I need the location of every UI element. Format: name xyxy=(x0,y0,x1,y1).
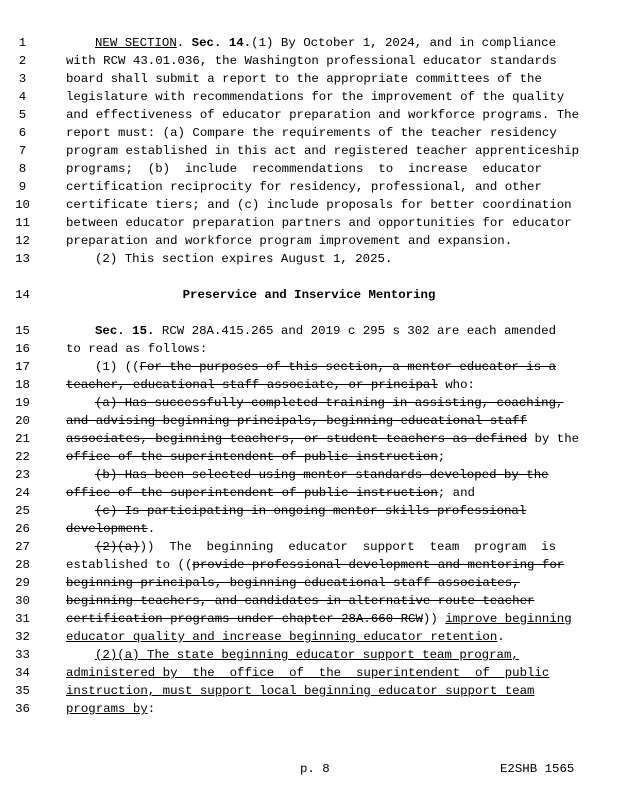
text-segment: . xyxy=(497,630,505,644)
page-number: p. 8 xyxy=(300,762,330,776)
line-number: 11 xyxy=(15,216,30,230)
line-text xyxy=(66,340,207,358)
text-line xyxy=(0,574,618,592)
line-text xyxy=(95,322,556,340)
line-number: 34 xyxy=(15,666,30,680)
deleted-text: and advising beginning principals, beginning educational staff xyxy=(66,414,528,428)
line-number: 5 xyxy=(18,108,27,122)
text-line xyxy=(0,628,618,646)
line-text xyxy=(95,538,556,556)
text-segment: with RCW 43.01.036, the Washington professional educator standards xyxy=(66,54,557,68)
text-line xyxy=(0,214,618,232)
inserted-text: programs by xyxy=(66,702,148,716)
line-number: 36 xyxy=(15,702,30,716)
line-text xyxy=(66,592,534,610)
line-number: 9 xyxy=(18,180,27,194)
line-number: 7 xyxy=(18,144,27,158)
text-line xyxy=(0,160,618,178)
text-segment: legislature with recommendations for the improvement of the quality xyxy=(66,90,565,104)
line-number: 20 xyxy=(15,414,30,428)
line-text xyxy=(66,178,542,196)
line-text xyxy=(66,124,557,142)
line-text xyxy=(95,250,392,268)
text-segment: RCW 28A.415.265 and 2019 c 295 s 302 are each amended xyxy=(154,324,557,338)
line-text xyxy=(66,664,549,682)
text-line xyxy=(0,124,618,142)
line-text xyxy=(95,646,519,664)
text-segment: )) The beginning educator support team program is xyxy=(139,540,557,554)
line-text xyxy=(66,106,579,124)
inserted-text: educator quality and increase beginning educator retention xyxy=(66,630,498,644)
deleted-text: office of the superintendent of public instruction xyxy=(66,450,438,464)
text-line xyxy=(0,682,618,700)
text-line xyxy=(0,70,618,88)
line-text xyxy=(66,628,505,646)
line-text xyxy=(66,412,527,430)
deleted-text: (c) Is participating in ongoing mentor skills professional xyxy=(95,504,527,518)
line-text xyxy=(66,430,579,448)
text-line xyxy=(0,538,618,556)
deleted-text: beginning principals, beginning educational staff associates, xyxy=(66,576,520,590)
text-line xyxy=(0,412,618,430)
text-line xyxy=(0,520,618,538)
text-line xyxy=(0,484,618,502)
line-text xyxy=(66,160,542,178)
text-line xyxy=(0,34,618,52)
line-number: 35 xyxy=(15,684,30,698)
line-text xyxy=(66,484,475,502)
text-line xyxy=(0,106,618,124)
text-line xyxy=(0,232,618,250)
line-number: 4 xyxy=(18,90,27,104)
line-text xyxy=(95,502,526,520)
line-number: 16 xyxy=(15,342,30,356)
line-text xyxy=(66,52,557,70)
line-text xyxy=(95,358,556,376)
line-text xyxy=(66,700,155,718)
deleted-text: (2)(a) xyxy=(95,540,140,554)
line-number: 27 xyxy=(15,540,30,554)
text-segment: )) xyxy=(422,612,446,626)
text-segment: ; and xyxy=(437,486,475,500)
text-line xyxy=(0,646,618,664)
line-number: 32 xyxy=(15,630,30,644)
text-line xyxy=(0,196,618,214)
line-text xyxy=(66,520,155,538)
text-segment: program established in this act and registered teacher apprenticeship xyxy=(66,144,580,158)
deleted-text: certification programs under chapter 28A.660 RCW xyxy=(66,612,423,626)
deleted-text: teacher, educational staff associate, or principal xyxy=(66,378,438,392)
section-heading: Preservice and Inservice Mentoring xyxy=(182,288,436,302)
text-segment: (1) By October 1, 2024, and in compliance xyxy=(251,36,557,50)
inserted-text: improve beginning xyxy=(445,612,572,626)
text-segment: and effectiveness of educator preparation and workforce programs. The xyxy=(66,108,580,122)
inserted-text: (2)(a) The state beginning educator support team program, xyxy=(95,648,519,662)
inserted-text: NEW SECTION xyxy=(95,36,177,50)
line-number: 19 xyxy=(15,396,30,410)
text-line xyxy=(0,376,618,394)
line-text xyxy=(66,682,534,700)
text-line xyxy=(0,430,618,448)
text-line xyxy=(0,52,618,70)
deleted-text: associates, beginning teachers, or student teachers as defined xyxy=(66,432,528,446)
deleted-text: beginning teachers, and candidates in alternative route teacher xyxy=(66,594,535,608)
line-number: 14 xyxy=(15,288,30,302)
line-text xyxy=(66,232,512,250)
line-number: 10 xyxy=(15,198,30,212)
line-number: 15 xyxy=(15,324,30,338)
bold-text: Sec. 15. xyxy=(95,324,155,338)
bold-text: Sec. 14. xyxy=(184,36,252,50)
line-text xyxy=(95,394,563,412)
line-number: 2 xyxy=(18,54,27,68)
line-text xyxy=(66,70,542,88)
text-segment: . xyxy=(176,36,185,50)
line-text xyxy=(66,196,572,214)
line-text xyxy=(66,610,572,628)
text-segment: established to (( xyxy=(66,558,193,572)
text-line xyxy=(0,394,618,412)
deleted-text: (a) Has successfully completed training in assisting, coaching, xyxy=(95,396,564,410)
text-line xyxy=(0,664,618,682)
line-number: 31 xyxy=(15,612,30,626)
line-number: 18 xyxy=(15,378,30,392)
text-line xyxy=(0,502,618,520)
text-segment: (2) This section expires August 1, 2025. xyxy=(95,252,393,266)
line-number: 28 xyxy=(15,558,30,572)
line-text xyxy=(95,34,556,52)
text-segment: who: xyxy=(437,378,475,392)
text-segment: certificate tiers; and (c) include proposals for better coordination xyxy=(66,198,572,212)
text-segment: to read as follows: xyxy=(66,342,208,356)
text-line xyxy=(0,142,618,160)
line-text xyxy=(66,142,579,160)
line-text xyxy=(95,466,549,484)
line-number: 8 xyxy=(18,162,27,176)
line-number: 21 xyxy=(15,432,30,446)
text-line xyxy=(0,250,618,268)
text-segment: between educator preparation partners and opportunities for educator xyxy=(66,216,572,230)
line-text xyxy=(66,376,475,394)
text-line xyxy=(0,466,618,484)
text-segment: ; xyxy=(437,450,446,464)
inserted-text: instruction, must support local beginning educator support team xyxy=(66,684,535,698)
text-segment: (1) (( xyxy=(95,360,140,374)
line-number: 33 xyxy=(15,648,30,662)
text-line xyxy=(0,610,618,628)
text-segment: : xyxy=(147,702,156,716)
line-number: 22 xyxy=(15,450,30,464)
line-number: 1 xyxy=(18,36,27,50)
text-line xyxy=(0,448,618,466)
deleted-text: development xyxy=(66,522,148,536)
line-number: 30 xyxy=(15,594,30,608)
text-segment: preparation and workforce program improvement and expansion. xyxy=(66,234,513,248)
inserted-text: administered by the office of the superintendent of public xyxy=(66,666,550,680)
text-line xyxy=(0,88,618,106)
deleted-text: office of the superintendent of public instruction xyxy=(66,486,438,500)
line-text xyxy=(66,214,572,232)
line-text xyxy=(66,556,564,574)
deleted-text: For the purposes of this section, a mentor educator is a xyxy=(139,360,557,374)
line-number: 25 xyxy=(15,504,30,518)
bill-number: E2SHB 1565 xyxy=(500,762,575,776)
text-line xyxy=(0,592,618,610)
section-heading-line xyxy=(0,286,618,304)
text-line xyxy=(0,322,618,340)
text-line xyxy=(0,700,618,718)
text-segment: by the xyxy=(527,432,580,446)
line-number: 3 xyxy=(18,72,27,86)
deleted-text: provide professional development and mentoring for xyxy=(192,558,565,572)
line-number: 24 xyxy=(15,486,30,500)
text-segment: certification reciprocity for residency, professional, and other xyxy=(66,180,542,194)
text-segment: programs; (b) include recommendations to increase educator xyxy=(66,162,542,176)
line-number: 26 xyxy=(15,522,30,536)
text-line xyxy=(0,556,618,574)
line-text xyxy=(66,574,520,592)
line-text xyxy=(66,88,564,106)
line-number: 17 xyxy=(15,360,30,374)
line-number: 13 xyxy=(15,252,30,266)
text-segment: report must: (a) Compare the requirements of the teacher residency xyxy=(66,126,557,140)
text-line xyxy=(0,340,618,358)
line-number: 12 xyxy=(15,234,30,248)
text-segment: . xyxy=(147,522,156,536)
line-number: 29 xyxy=(15,576,30,590)
deleted-text: (b) Has been selected using mentor standards developed by the xyxy=(95,468,549,482)
text-line xyxy=(0,358,618,376)
line-text xyxy=(66,448,445,466)
line-number: 23 xyxy=(15,468,30,482)
text-segment: board shall submit a report to the appropriate committees of the xyxy=(66,72,542,86)
text-line xyxy=(0,178,618,196)
line-number: 6 xyxy=(18,126,27,140)
